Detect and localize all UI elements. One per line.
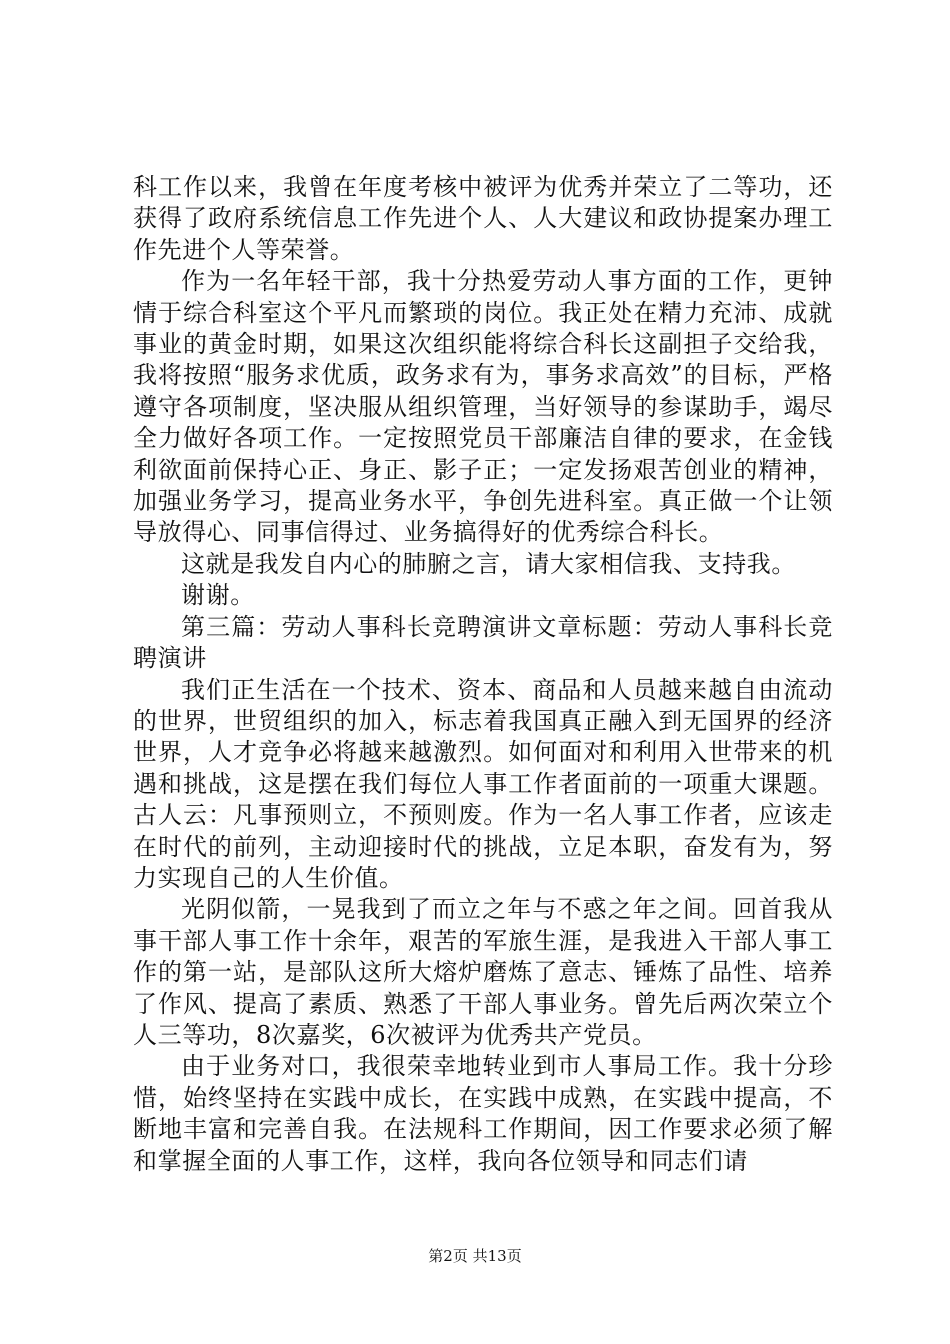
page-number-footer: 第2页 共13页 <box>428 1247 522 1265</box>
paragraph: 作为一名年轻干部，我十分热爱劳动人事方面的工作，更钟情于综合科室这个平凡而繁琐的岗位。我正处在精力充沛、成就事业的黄金时期，如果这次组织能将综合科长这副担子交给我，我将按照“服务求优质，政务求有为，事务求高效”的目标，严格遵守各项制度，坚决服从组织管理，当好领导的参谋助手，竭尽全力做好各项工作。一定按照党员干部廉洁自律的要求，在金钱利欲面前保持心正、身正、影子正；一定发扬艰苦创业的精神，加强业务学习，提高业务水平，争创先进科室。真正做一个让领导放得心、同事信得过、业务搞得好的优秀综合科长。 <box>133 267 833 547</box>
paragraph: 这就是我发自内心的肺腑之言，请大家相信我、支持我。 <box>181 549 796 578</box>
paragraph: 我们正生活在一个技术、资本、商品和人员越来越自由流动的世界，世贸组织的加入，标志着我国真正融入到无国界的经济世界，人才竞争必将越来越激烈。如何面对和利用入世带来的机遇和挑战，这是摆在我们每位人事工作者面前的一项重大课题。古人云：凡事预则立，不预则废。作为一名人事工作者，应该走在时代的前列，主动迎接时代的挑战，立足本职，奋发有为，努力实现自己的人生价值。 <box>133 675 833 892</box>
paragraph: 谢谢。 <box>181 581 255 610</box>
paragraph: 由于业务对口，我很荣幸地转业到市人事局工作。我十分珍惜，始终坚持在实践中成长，在实践中成熟，在实践中提高，不断地丰富和完善自我。在法规科工作期间，因工作要求必须了解和掌握全面的人事工作，这样，我向各位领导和同志们请 <box>133 1052 833 1175</box>
paragraph: 科工作以来，我曾在年度考核中被评为优秀并荣立了二等功，还获得了政府系统信息工作先进个人、人大建议和政协提案办理工作先进个人等荣誉。 <box>133 173 833 264</box>
document-body <box>133 172 833 1177</box>
section-heading: 第三篇：劳动人事科长竞聘演讲文章标题：劳动人事科长竞聘演讲 <box>133 612 833 673</box>
paragraph: 光阴似箭，一晃我到了而立之年与不惑之年之间。回首我从事干部人事工作十余年，艰苦的军旅生涯，是我进入干部人事工作的第一站，是部队这所大熔炉磨炼了意志、锤炼了品性、培养了作风、提高了素质、熟悉了干部人事业务。曾先后两次荣立个人三等功，8次嘉奖，6次被评为优秀共产党员。 <box>133 895 833 1049</box>
